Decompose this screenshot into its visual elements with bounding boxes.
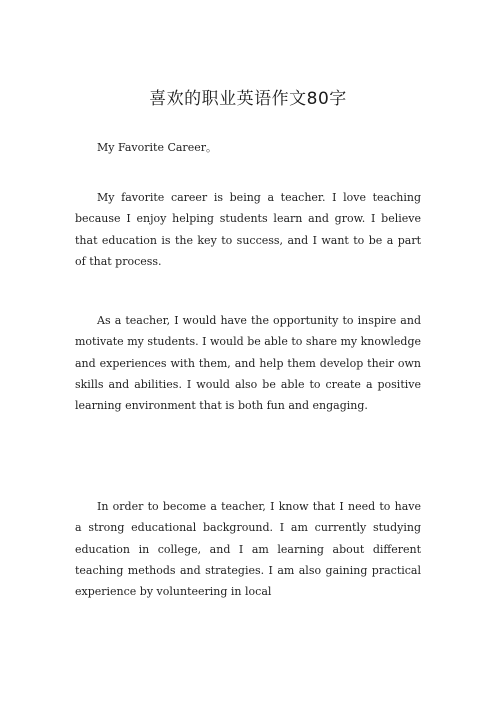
paragraph-2-text: As a teacher, I would have the opportunity to inspire and motivate my students. I would be able to share my knowledge and experiences with them, and help them develop their own skills and abilities. I would also be able to create a positive learning environment that is both fun and engaging. (75, 314, 422, 413)
paragraph-3 (75, 496, 421, 602)
essay-heading-text: My Favorite Career。 (97, 141, 217, 154)
essay-heading (75, 137, 421, 158)
paragraph-2 (75, 310, 421, 416)
paragraph-1 (75, 187, 421, 272)
paragraph-1-text: My favorite career is being a teacher. I love teaching because I enjoy helping students learn and grow. I believe that education is the key to success, and I want to be a part of that process. (75, 191, 421, 268)
document-title: 喜欢的职业英语作文80字 (149, 89, 347, 109)
paragraph-3-text: In order to become a teacher, I know that I need to have a strong educational background. I am currently studying education in college, and I am learning about different teaching methods and strategies. I am also gaining practical experience by volunteering in local (75, 500, 421, 599)
